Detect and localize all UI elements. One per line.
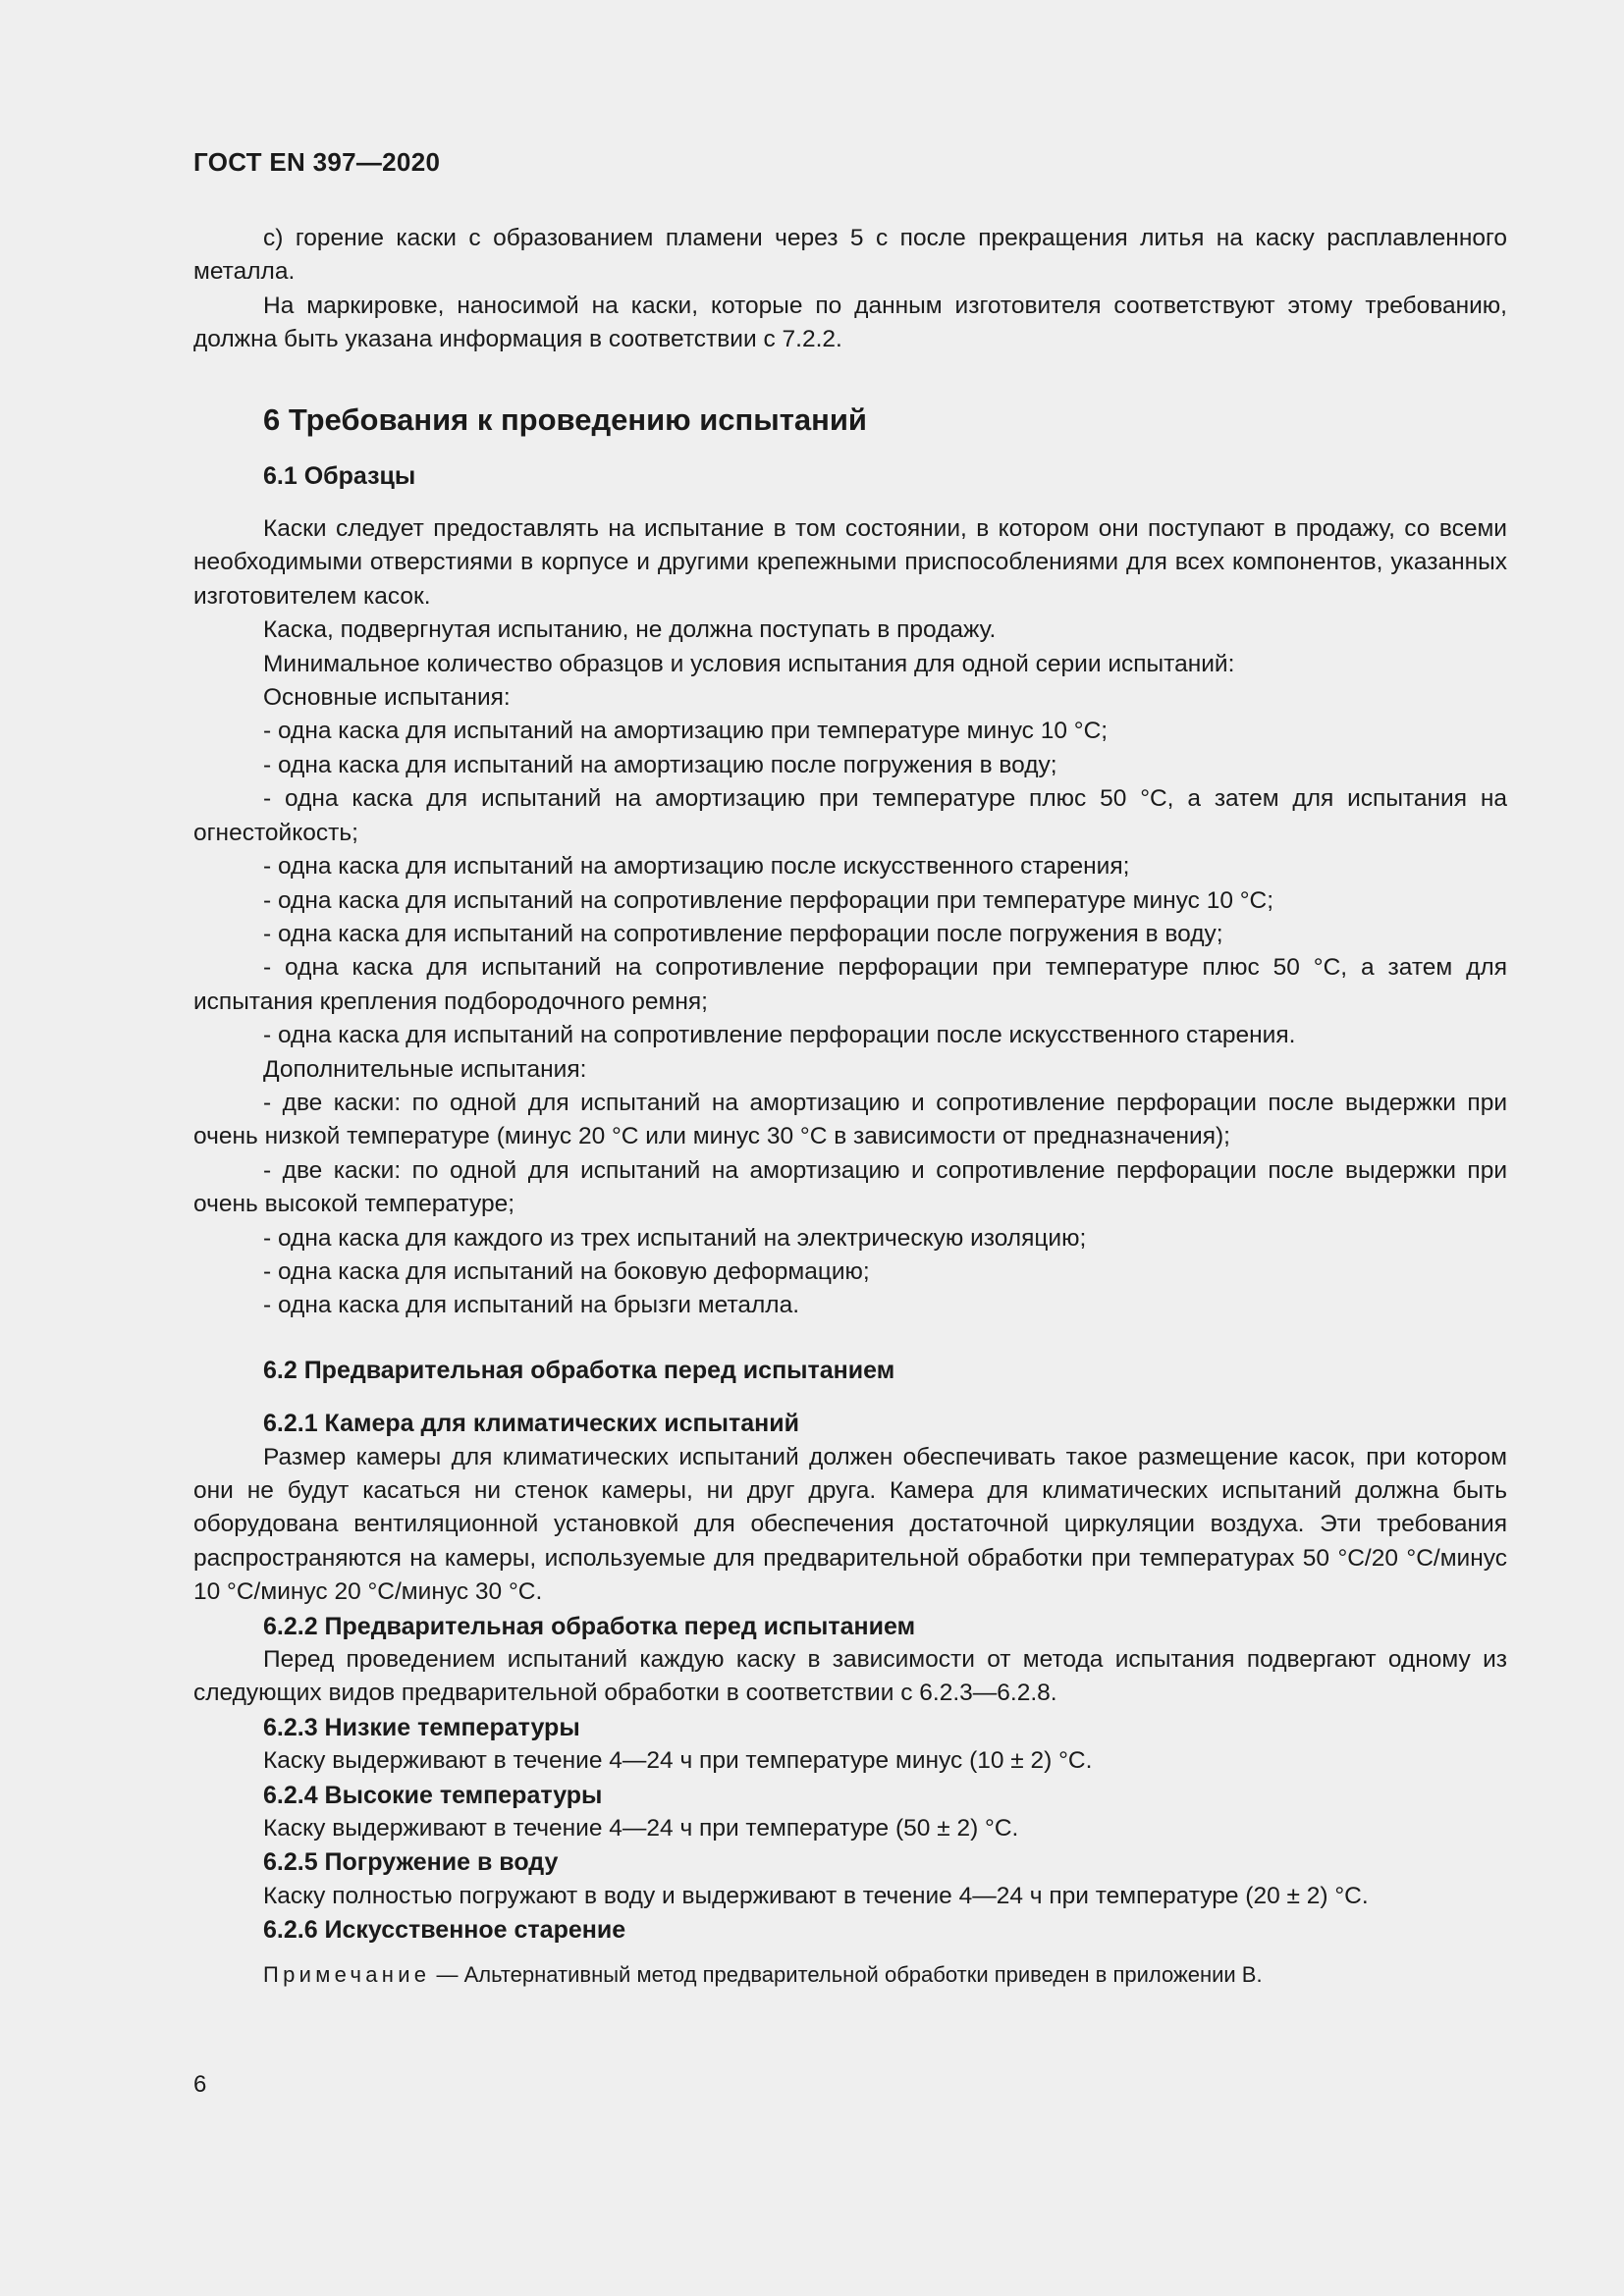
subsection-6-2-4-title: 6.2.4 Высокие температуры — [263, 1781, 603, 1809]
paragraph-climate-chamber: Размер камеры для климатических испытаний должен обеспечивать такое размещение касок, при котором они не будут касаться ни стенок камеры, ни друг друга. Камера для климатических испытаний должна быть оборудована вентиляционной установкой для обеспечения достаточной циркуляции воздуха. Эти требования распространяются на камеры, используемые для предварительной обработки при температурах 50 °С/20 °С/минус 10 °С/минус 20 °С/минус 30 °С. — [193, 1443, 1507, 1606]
paragraph-water-immersion: Каску полностью погружают в воду и выдерживают в течение 4—24 ч при температуре (20 ± 2) °С. — [263, 1882, 1369, 1909]
list-item: - одна каска для испытаний на боковую деформацию; — [263, 1257, 870, 1285]
list-item: - одна каска для испытаний на брызги металла. — [263, 1292, 800, 1319]
list-item: - одна каска для испытаний на амортизацию при температуре плюс 50 °С, а затем для испытания на огнестойкость; — [193, 785, 1507, 846]
note-text: — Альтернативный метод предварительной обработки приведен в приложении В. — [430, 1961, 1263, 1987]
paragraph-item-c: c) горение каски с образованием пламени через 5 с после прекращения литья на каску расплавленного металла. — [193, 225, 1507, 286]
basic-tests-label: Основные испытания: — [263, 684, 511, 712]
subsection-6-2-1-title: 6.2.1 Камера для климатических испытаний — [263, 1410, 799, 1438]
paragraph-min-count: Минимальное количество образцов и условия испытания для одной серии испытаний: — [263, 650, 1235, 677]
paragraph-marking: На маркировке, наносимой на каски, которые по данным изготовителя соответствуют этому требованию, должна быть указана информация в соответствии с 7.2.2. — [193, 292, 1507, 353]
subsection-6-2-5-title: 6.2.5 Погружение в воду — [263, 1848, 559, 1877]
subsection-6-2-3-title: 6.2.3 Низкие температуры — [263, 1713, 580, 1741]
page-content — [193, 222, 1507, 1991]
subsection-6-2-2-title: 6.2.2 Предварительная обработка перед испытанием — [263, 1612, 916, 1640]
list-item: - одна каска для испытаний на сопротивление перфорации после погружения в воду; — [263, 920, 1223, 947]
list-item: - одна каска для испытаний на амортизацию после искусственного старения; — [263, 853, 1130, 881]
section-6-title: 6 Требования к проведению испытаний — [263, 401, 867, 437]
list-item: - одна каска для испытаний на сопротивление перфорации при температуре минус 10 °С; — [263, 886, 1274, 914]
list-item: - одна каска для каждого из трех испытаний на электрическую изоляцию; — [263, 1224, 1087, 1252]
list-item: - одна каска для испытаний на амортизацию после погружения в воду; — [263, 751, 1057, 778]
subsection-6-2-title: 6.2 Предварительная обработка перед испытанием — [263, 1356, 895, 1384]
subsection-6-1-title: 6.1 Образцы — [263, 461, 416, 490]
note-label: Примечание — [263, 1961, 431, 1987]
paragraph-no-sale: Каска, подвергнутая испытанию, не должна поступать в продажу. — [263, 616, 997, 644]
list-item: - две каски: по одной для испытаний на амортизацию и сопротивление перфорации после выдержки при очень низкой температуре (минус 20 °С или минус 30 °С в зависимости от предназначения); — [193, 1089, 1507, 1150]
list-item: - одна каска для испытаний на амортизацию при температуре минус 10 °С; — [263, 718, 1109, 745]
paragraph-samples: Каски следует предоставлять на испытание в том состоянии, в котором они поступают в продажу, со всеми необходимыми отверстиями в корпусе и другими крепежными приспособлениями для всех компонентов, указанных изготовителем касок. — [193, 515, 1507, 610]
paragraph-high-temp: Каску выдерживают в течение 4—24 ч при температуре (50 ± 2) °С. — [263, 1815, 1019, 1842]
document-code-header: ГОСТ EN 397—2020 — [193, 147, 441, 177]
note — [193, 1959, 1507, 1991]
paragraph-pretreatment: Перед проведением испытаний каждую каску в зависимости от метода испытания подвергают одному из следующих видов предварительной обработки в соответствии с 6.2.3—6.2.8. — [193, 1646, 1507, 1707]
list-item: - одна каска для испытаний на сопротивление перфорации после искусственного старения. — [263, 1022, 1296, 1049]
page-number: 6 — [193, 2071, 207, 2098]
subsection-6-2-6-title: 6.2.6 Искусственное старение — [263, 1916, 626, 1945]
paragraph-low-temp: Каску выдерживают в течение 4—24 ч при температуре минус (10 ± 2) °С. — [263, 1747, 1093, 1775]
extra-tests-label: Дополнительные испытания: — [263, 1055, 587, 1083]
list-item: - две каски: по одной для испытаний на амортизацию и сопротивление перфорации после выдержки при очень высокой температуре; — [193, 1156, 1507, 1218]
list-item: - одна каска для испытаний на сопротивление перфорации при температуре плюс 50 °С, а затем для испытания крепления подбородочного ремня; — [193, 954, 1507, 1015]
